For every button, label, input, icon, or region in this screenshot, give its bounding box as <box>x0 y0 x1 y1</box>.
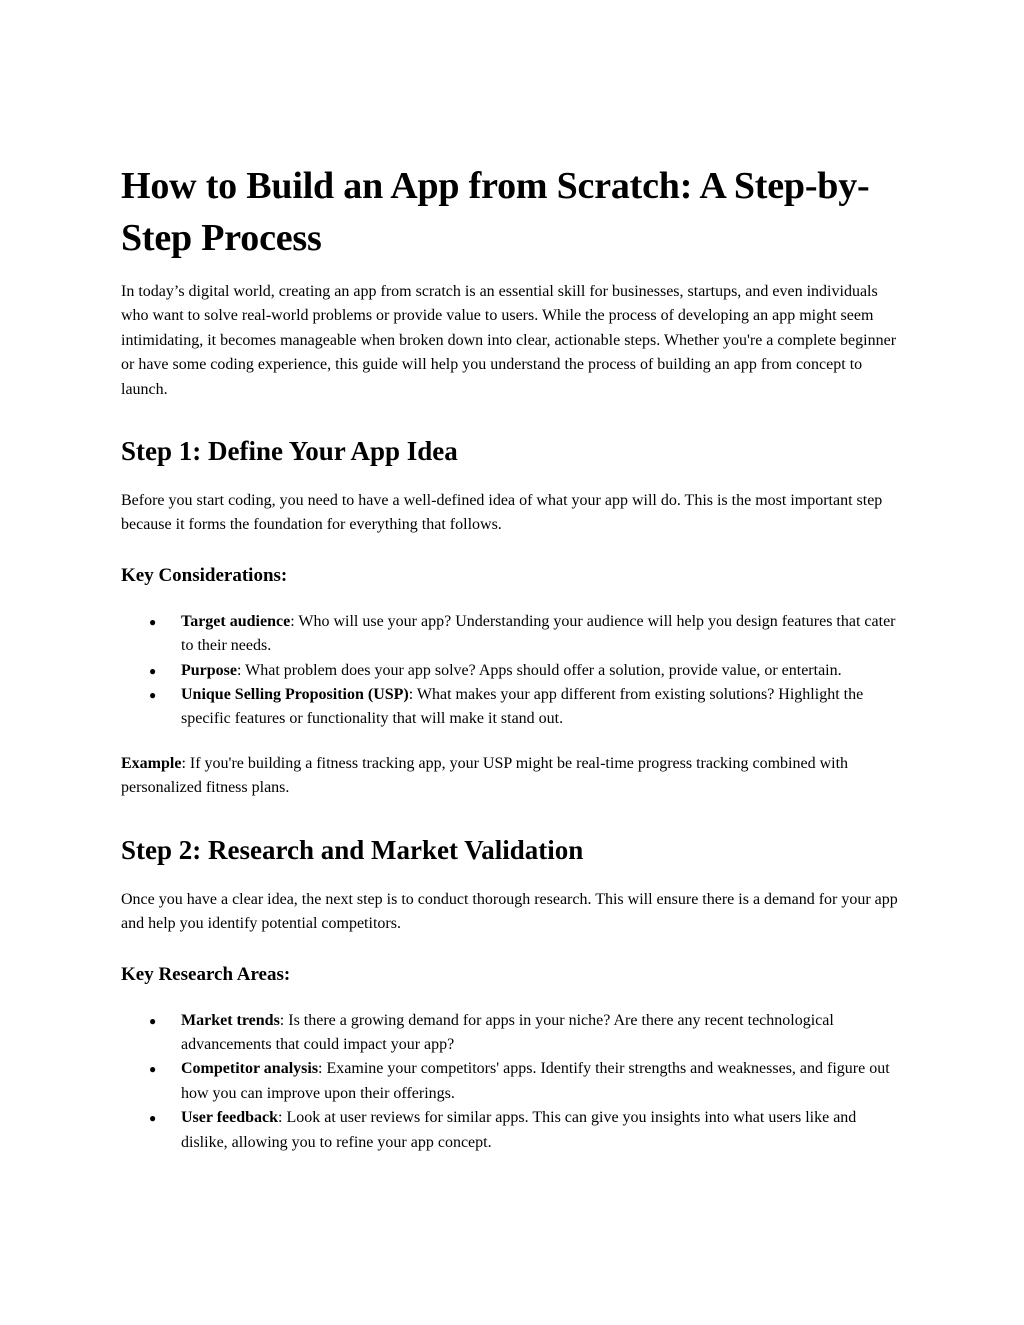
list-item <box>121 610 901 659</box>
step1-list <box>121 610 901 732</box>
list-item-text: : What makes your app different from existing solutions? Highlight the specific features or functionality that will make it stand out. <box>181 686 864 728</box>
list-item <box>121 1106 901 1155</box>
list-item <box>121 683 901 732</box>
step2-subheading: Key Research Areas: <box>121 963 291 985</box>
list-item-text: : Look at user reviews for similar apps. This can give you insights into what users like and dislike, allowing you to refine your app concept. <box>181 1109 857 1151</box>
list-item-text: : Who will use your app? Understanding your audience will help you design features that cater to their needs. <box>181 612 896 655</box>
list-item-term: Unique Selling Proposition (USP) <box>181 686 409 704</box>
list-item-term: Competitor analysis <box>181 1060 319 1078</box>
page-title: How to Build an App from Scratch: A Step-by-Step Process <box>121 165 870 259</box>
list-item-term: Purpose <box>181 661 237 679</box>
intro-paragraph: In today’s digital world, creating an app from scratch is an essential skill for businesses, startups, and even individuals who want to solve real-world problems or provide value to users. While the process of developing an app might seem intimidating, it becomes manageable when broken down into clear, actionable steps. Whether you're a complete beginner or have some coding experience, this guide will help you understand the process of building an app from concept to launch. <box>121 283 897 398</box>
list-item-text: : What problem does your app solve? Apps should offer a solution, provide value, or entertain. <box>237 661 842 679</box>
list-item <box>121 659 901 683</box>
list-item-term: Market trends <box>181 1011 280 1029</box>
step2-paragraph: Once you have a clear idea, the next step is to conduct thorough research. This will ensure there is a demand for your app and help you identify potential competitors. <box>121 890 898 933</box>
bullet-icon: ● <box>149 663 157 678</box>
list-item <box>121 1009 901 1058</box>
bullet-icon: ● <box>149 1013 157 1028</box>
list-item-text: : Is there a growing demand for apps in your niche? Are there any recent technological advancements that could impact your app? <box>181 1011 834 1053</box>
step1-paragraph: Before you start coding, you need to have a well-defined idea of what your app will do. This is the most important step because it forms the foundation for everything that follows. <box>121 492 883 534</box>
step2-heading: Step 2: Research and Market Validation <box>121 834 584 865</box>
bullet-icon: ● <box>149 614 157 629</box>
example-term: Example <box>121 754 182 772</box>
bullet-icon: ● <box>149 688 157 703</box>
list-item <box>121 1057 901 1106</box>
list-item-text: : Examine your competitors' apps. Identify their strengths and weaknesses, and figure out how you can improve upon their offerings. <box>181 1060 890 1102</box>
step2-list <box>121 1009 901 1155</box>
example-paragraph <box>121 752 901 801</box>
bullet-icon: ● <box>149 1062 157 1077</box>
step1-subheading: Key Considerations: <box>121 564 288 586</box>
document-body <box>121 160 901 1155</box>
list-item-term: Target audience <box>181 612 291 630</box>
bullet-icon: ● <box>149 1111 157 1126</box>
example-text: : If you're building a fitness tracking app, your USP might be real-time progress tracking combined with personalized fitness plans. <box>121 754 849 797</box>
step1-heading: Step 1: Define Your App Idea <box>121 436 458 467</box>
list-item-term: User feedback <box>181 1109 279 1127</box>
